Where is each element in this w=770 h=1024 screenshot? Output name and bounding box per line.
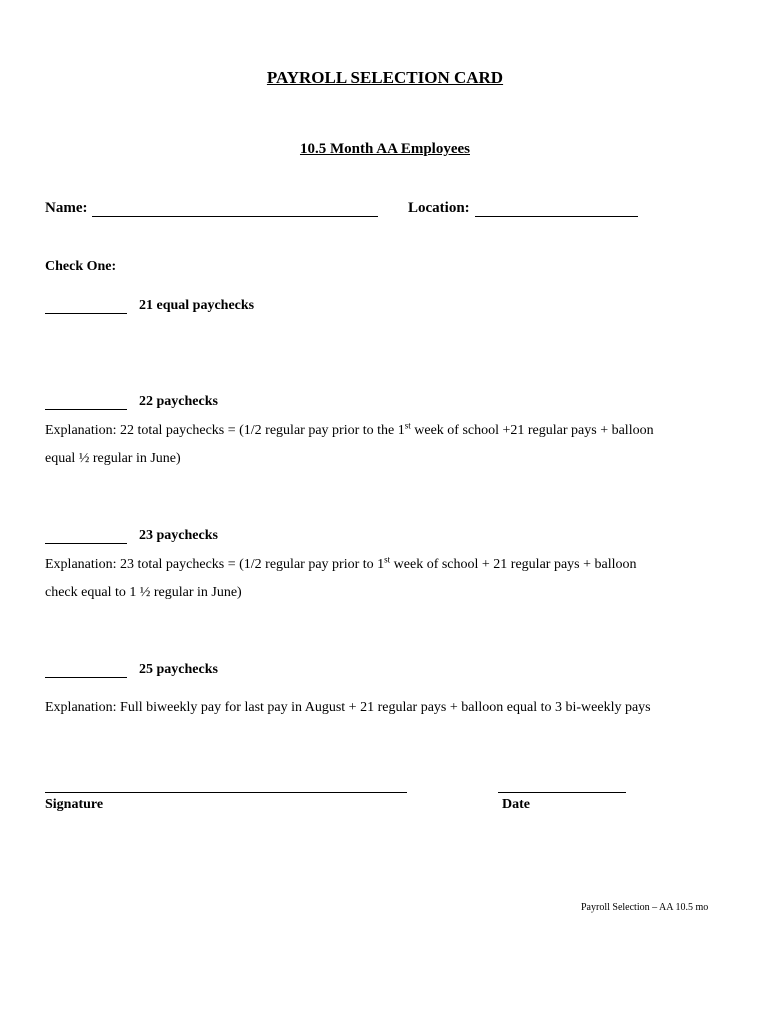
option-25-label: 25 paychecks (139, 662, 218, 677)
option-22-label: 22 paychecks (139, 394, 218, 409)
option-22-explanation-line1 (45, 420, 654, 439)
option-25-checkbox-line[interactable] (45, 677, 127, 678)
option-23-explanation-text-b: week of school + 21 regular pays + balloon (390, 557, 637, 572)
option-21-checkbox-line[interactable] (45, 313, 127, 314)
signature-field[interactable] (45, 792, 407, 793)
date-label: Date (502, 797, 530, 812)
page-title: PAYROLL SELECTION CARD (266, 68, 504, 87)
signature-label: Signature (45, 797, 104, 812)
option-23-explanation-line2: check equal to 1 ½ regular in June) (45, 585, 242, 600)
option-23-explanation-sup: st (384, 554, 391, 565)
option-23-label: 23 paychecks (139, 528, 218, 543)
option-23-explanation-text-a: Explanation: 23 total paychecks = (1/2 regular pay prior to 1 (45, 557, 385, 572)
name-label: Name: (45, 200, 88, 216)
option-22-explanation-text-a: Explanation: 22 total paychecks = (1/2 regular pay prior to the 1 (45, 423, 405, 438)
option-21-label: 21 equal paychecks (139, 298, 255, 313)
location-label: Location: (408, 200, 470, 216)
location-field[interactable] (475, 216, 638, 217)
option-23-explanation-line1 (45, 554, 637, 573)
page-footer: Payroll Selection – AA 10.5 mo (581, 902, 709, 913)
date-field[interactable] (498, 792, 626, 793)
option-22-explanation-sup: st (404, 420, 411, 431)
page-subtitle: 10.5 Month AA Employees (299, 141, 470, 157)
option-25-explanation-line1: Explanation: Full biweekly pay for last pay in August + 21 regular pays + balloon equal to 3 bi-weekly pays (45, 700, 651, 715)
option-22-checkbox-line[interactable] (45, 409, 127, 410)
check-one-label: Check One: (45, 259, 117, 274)
option-22-explanation-text-b: week of school +21 regular pays + balloon (410, 423, 654, 438)
name-field[interactable] (92, 216, 378, 217)
option-22-explanation-line2: equal ½ regular in June) (45, 451, 181, 466)
option-23-checkbox-line[interactable] (45, 543, 127, 544)
